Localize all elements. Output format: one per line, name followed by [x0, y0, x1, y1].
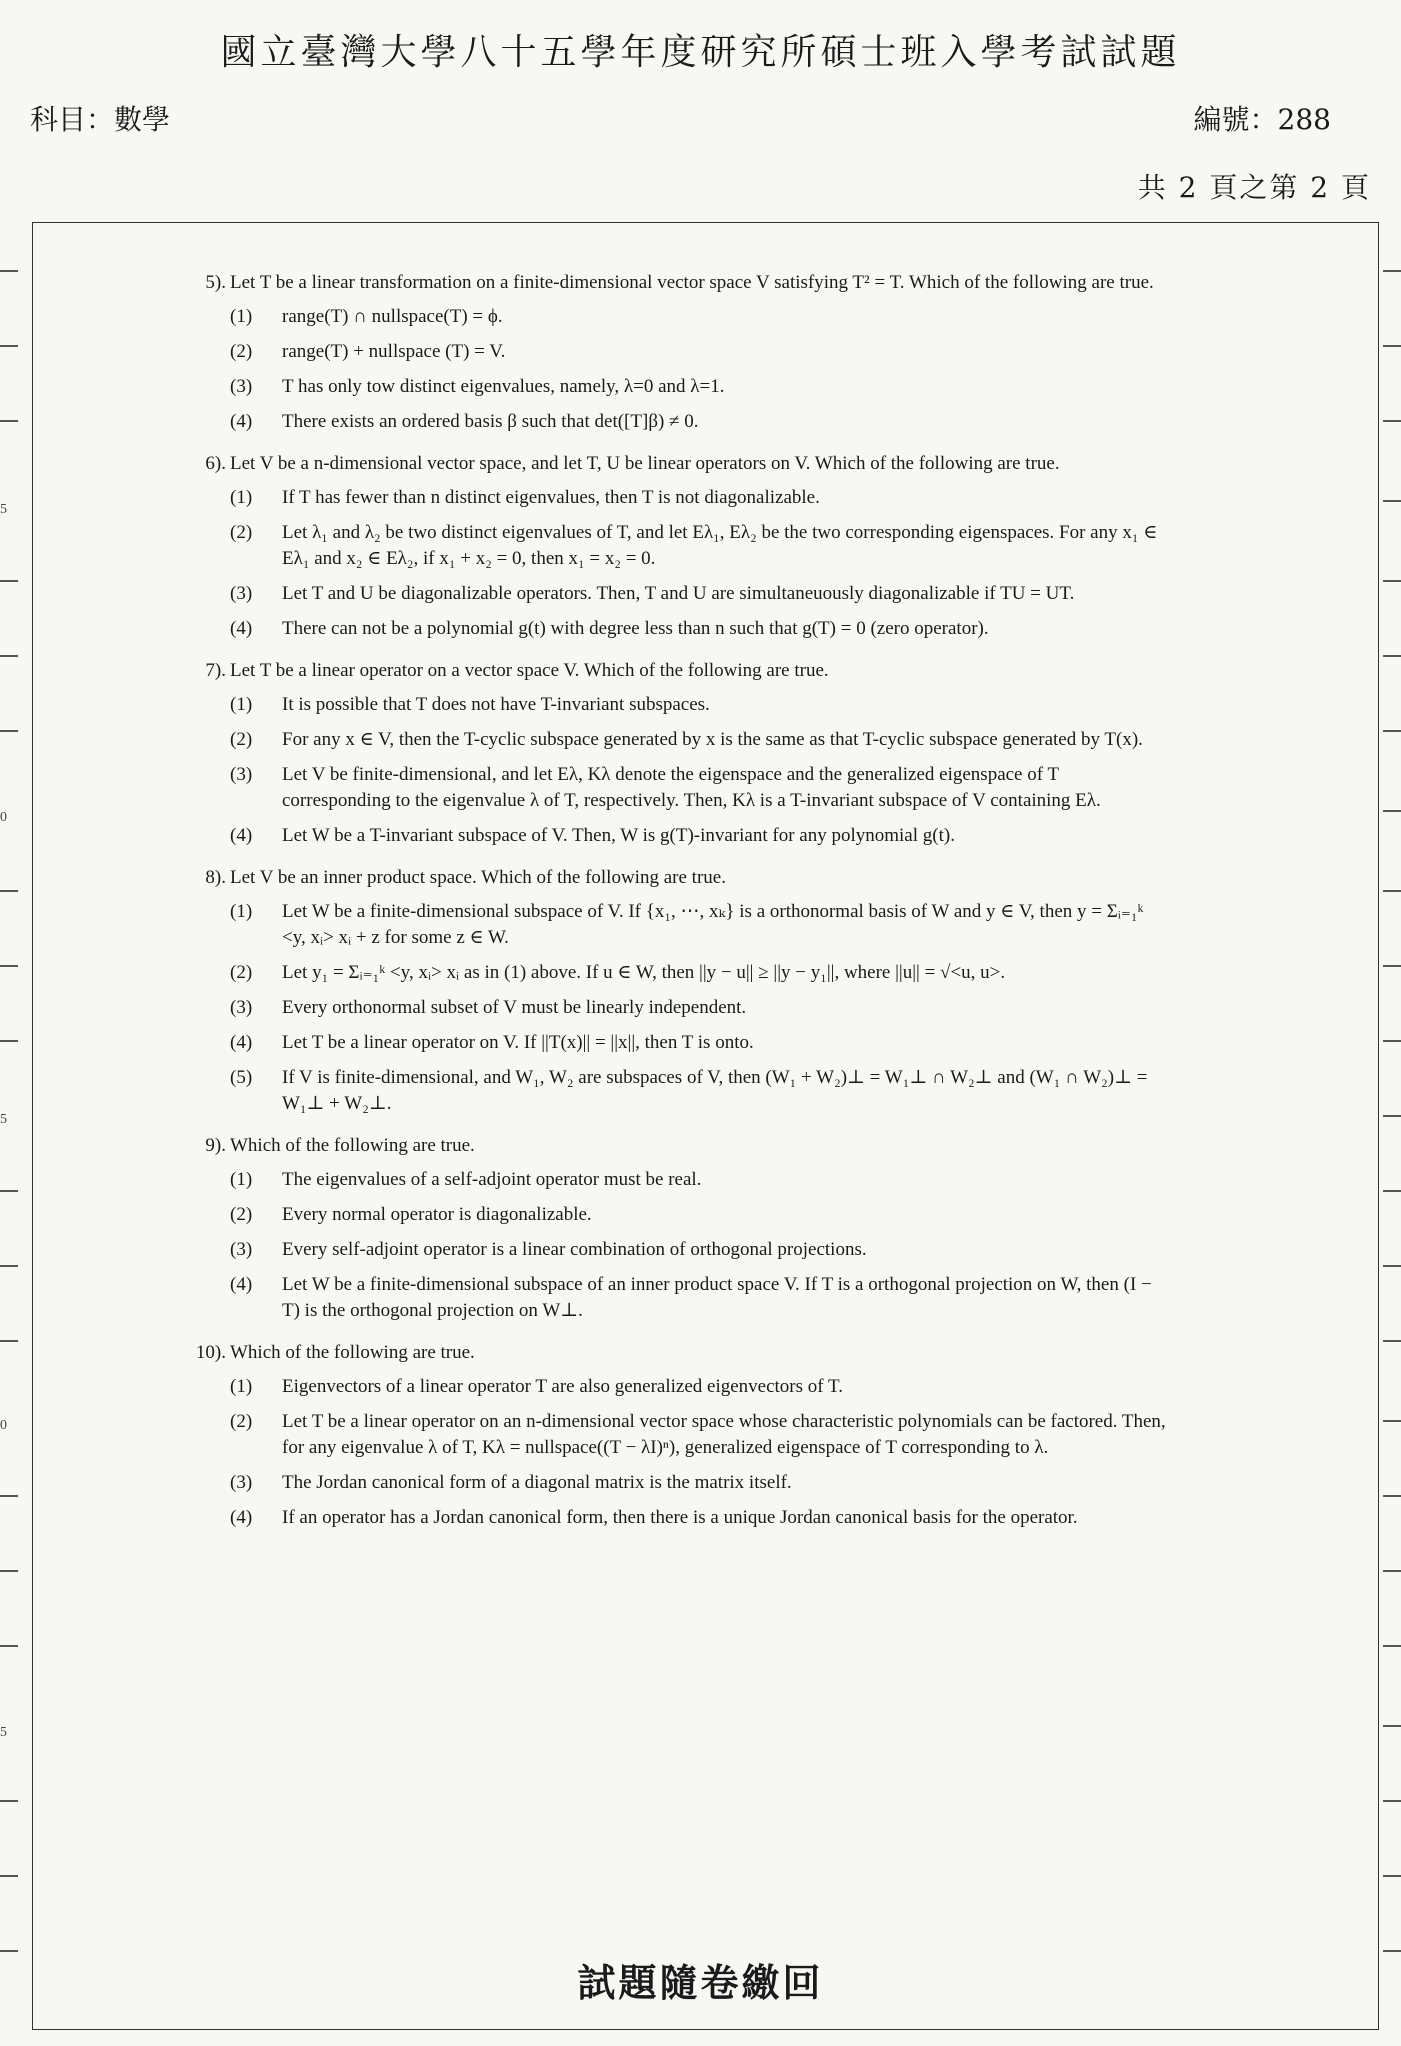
margin-tick	[1383, 655, 1401, 657]
option-text: If T has fewer than n distinct eigenvalues, then T is not diagonalizable.	[282, 487, 820, 508]
exam-code: 編號：288	[1193, 103, 1331, 136]
margin-label: 0	[0, 1418, 7, 1433]
question-6	[170, 451, 1170, 642]
option-text: There can not be a polynomial g(t) with degree less than n such that g(T) = 0 (zero operator).	[282, 618, 989, 639]
option-item	[230, 1167, 1170, 1193]
option-number: (2)	[230, 1411, 253, 1432]
option-item	[230, 727, 1170, 753]
option-item	[230, 1272, 1170, 1324]
option-number: (1)	[230, 487, 253, 508]
question-text: Let V be a n-dimensional vector space, and let T, U be linear operators on V. Which of the following are true.	[230, 453, 1060, 474]
margin-tick	[0, 1800, 18, 1802]
question-number: 5).	[205, 272, 226, 293]
option-item	[230, 409, 1170, 435]
margin-tick	[0, 420, 18, 422]
option-text: range(T) ∩ nullspace(T) = ϕ.	[282, 306, 503, 327]
margin-tick	[1383, 420, 1401, 422]
option-item	[230, 485, 1170, 511]
option-item	[230, 692, 1170, 718]
option-item	[230, 304, 1170, 330]
option-number: (2)	[230, 341, 253, 362]
margin-tick	[0, 730, 18, 732]
option-item	[230, 1202, 1170, 1228]
margin-tick	[1383, 1875, 1401, 1877]
option-text: The Jordan canonical form of a diagonal matrix is the matrix itself.	[282, 1472, 792, 1493]
margin-tick	[0, 1875, 18, 1877]
question-number: 6).	[205, 453, 226, 474]
option-number: (4)	[230, 1274, 253, 1295]
option-text: Let W be a finite-dimensional subspace of V. If {x₁, ⋯, xₖ} is a orthonormal basis of W and y ∈ V, then y = Σᵢ₌₁ᵏ <y, xᵢ> xᵢ + z for some z ∈ W.	[282, 901, 1144, 948]
option-number: (4)	[230, 411, 253, 432]
margin-tick	[1383, 1040, 1401, 1042]
option-text: T has only tow distinct eigenvalues, namely, λ=0 and λ=1.	[282, 376, 725, 397]
option-text: The eigenvalues of a self-adjoint operator must be real.	[282, 1169, 702, 1190]
margin-label: 5	[0, 1725, 7, 1740]
question-5	[170, 270, 1170, 435]
margin-tick	[0, 890, 18, 892]
page-indicator: 共 2 頁之第 2 頁	[1137, 171, 1371, 204]
option-text: Let y₁ = Σᵢ₌₁ᵏ <y, xᵢ> xᵢ as in (1) above. If u ∈ W, then ||y − u|| ≥ ||y − y₁||, where ||u|| = √<u, u>.	[282, 962, 1006, 983]
exam-title: 國立臺灣大學八十五學年度研究所碩士班入學考試試題	[220, 32, 1181, 73]
margin-label: 5	[0, 1112, 7, 1127]
option-number: (1)	[230, 1169, 253, 1190]
margin-tick	[0, 345, 18, 347]
option-item	[230, 762, 1170, 814]
margin-tick	[1383, 890, 1401, 892]
option-item	[230, 1374, 1170, 1400]
option-number: (5)	[230, 1067, 253, 1088]
margin-tick	[1383, 1645, 1401, 1647]
margin-tick	[1383, 1115, 1401, 1117]
margin-tick	[1383, 1340, 1401, 1342]
option-item	[230, 899, 1170, 951]
option-number: (4)	[230, 825, 253, 846]
option-item	[230, 823, 1170, 849]
option-text: For any x ∈ V, then the T-cyclic subspace generated by x is the same as that T-cyclic subspace generated by T(x).	[282, 729, 1143, 750]
option-text: Every orthonormal subset of V must be linearly independent.	[282, 997, 747, 1018]
option-item	[230, 339, 1170, 365]
option-text: Every self-adjoint operator is a linear combination of orthogonal projections.	[282, 1239, 867, 1260]
margin-tick	[1383, 580, 1401, 582]
option-text: Let W be a finite-dimensional subspace of an inner product space V. If T is a orthogonal projection on W, then (I − T) is the orthogonal projection on W⊥.	[282, 1274, 1152, 1321]
option-number: (3)	[230, 376, 253, 397]
margin-label: 0	[0, 810, 7, 825]
margin-tick	[0, 270, 18, 272]
option-number: (3)	[230, 997, 253, 1018]
option-item	[230, 960, 1170, 986]
option-text: If an operator has a Jordan canonical form, then there is a unique Jordan canonical basis for the operator.	[282, 1507, 1078, 1528]
margin-label: 5	[0, 502, 7, 517]
option-number: (1)	[230, 306, 253, 327]
margin-tick	[1383, 1800, 1401, 1802]
option-text: Every normal operator is diagonalizable.	[282, 1204, 592, 1225]
option-item	[230, 616, 1170, 642]
option-item	[230, 995, 1170, 1021]
option-number: (2)	[230, 1204, 253, 1225]
subject-label: 科目：數學	[30, 103, 171, 136]
option-number: (2)	[230, 962, 253, 983]
option-text: Eigenvectors of a linear operator T are also generalized eigenvectors of T.	[282, 1376, 843, 1397]
option-text: There exists an ordered basis β such that det([T]β) ≠ 0.	[282, 411, 699, 432]
question-text: Let T be a linear transformation on a finite-dimensional vector space V satisfying T² = T. Which of the following are true.	[230, 272, 1154, 293]
margin-tick	[0, 1190, 18, 1192]
option-item	[230, 1505, 1170, 1531]
option-text: Let T and U be diagonalizable operators. Then, T and U are simultaneuously diagonalizable if TU = UT.	[282, 583, 1075, 604]
margin-tick	[1383, 1265, 1401, 1267]
option-number: (3)	[230, 583, 253, 604]
option-item	[230, 581, 1170, 607]
option-number: (2)	[230, 522, 253, 543]
margin-tick	[1383, 965, 1401, 967]
option-number: (4)	[230, 1507, 253, 1528]
option-text: Let W be a T-invariant subspace of V. Then, W is g(T)-invariant for any polynomial g(t).	[282, 825, 955, 846]
margin-tick	[1383, 1570, 1401, 1572]
question-number: 9).	[205, 1135, 226, 1156]
option-item	[230, 520, 1170, 572]
question-7	[170, 658, 1170, 849]
option-number: (2)	[230, 729, 253, 750]
option-item	[230, 1030, 1170, 1056]
question-text: Let T be a linear operator on a vector space V. Which of the following are true.	[230, 660, 829, 681]
option-item	[230, 1065, 1170, 1117]
option-number: (4)	[230, 618, 253, 639]
option-item	[230, 374, 1170, 400]
margin-tick	[1383, 1420, 1401, 1422]
question-text: Which of the following are true.	[230, 1342, 475, 1363]
question-9	[170, 1133, 1170, 1324]
option-text: It is possible that T does not have T-invariant subspaces.	[282, 694, 710, 715]
option-number: (3)	[230, 1472, 253, 1493]
margin-tick	[0, 1645, 18, 1647]
option-text: Let λ₁ and λ₂ be two distinct eigenvalues of T, and let Eλ₁, Eλ₂ be the two corresponding eigenspaces. For any x₁ ∈ Eλ₁ and x₂ ∈ Eλ₂, if x₁ + x₂ = 0, then x₁ = x₂ = 0.	[282, 522, 1158, 569]
margin-tick	[0, 1340, 18, 1342]
option-text: Let V be finite-dimensional, and let Eλ, Kλ denote the eigenspace and the generalized eigenspace of T corresponding to the eigenvalue λ of T, respectively. Then, Kλ is a T-invariant subspace of V containing Eλ.	[282, 764, 1101, 811]
question-number: 7).	[205, 660, 226, 681]
question-text: Let V be an inner product space. Which of the following are true.	[230, 867, 726, 888]
margin-tick	[1383, 1190, 1401, 1192]
option-number: (1)	[230, 694, 253, 715]
option-text: Let T be a linear operator on V. If ||T(x)|| = ||x||, then T is onto.	[282, 1032, 754, 1053]
return-notice: 試題隨卷繳回	[577, 1960, 824, 2005]
option-number: (4)	[230, 1032, 253, 1053]
option-text: Let T be a linear operator on an n-dimensional vector space whose characteristic polynomials can be factored. Then, for any eigenvalue λ of T, Kλ = nullspace((T − λI)ⁿ), generalized eigenspace of T corresponding to λ.	[282, 1411, 1166, 1458]
margin-tick	[1383, 1495, 1401, 1497]
margin-tick	[0, 1495, 18, 1497]
question-list	[170, 270, 1170, 1547]
option-item	[230, 1237, 1170, 1263]
option-text: If V is finite-dimensional, and W₁, W₂ are subspaces of V, then (W₁ + W₂)⊥ = W₁⊥ ∩ W₂⊥ and (W₁ ∩ W₂)⊥ = W₁⊥ + W₂⊥.	[282, 1067, 1148, 1114]
margin-tick	[1383, 810, 1401, 812]
question-text: Which of the following are true.	[230, 1135, 475, 1156]
question-8	[170, 865, 1170, 1117]
margin-tick	[0, 580, 18, 582]
option-text: range(T) + nullspace (T) = V.	[282, 341, 506, 362]
option-item	[230, 1470, 1170, 1496]
margin-tick	[0, 1570, 18, 1572]
margin-tick	[1383, 500, 1401, 502]
margin-tick	[1383, 1725, 1401, 1727]
margin-tick	[1383, 730, 1401, 732]
option-number: (1)	[230, 901, 253, 922]
question-number: 10).	[195, 1342, 226, 1363]
margin-tick	[1383, 345, 1401, 347]
margin-tick	[0, 1265, 18, 1267]
option-number: (1)	[230, 1376, 253, 1397]
option-number: (3)	[230, 1239, 253, 1260]
question-number: 8).	[205, 867, 226, 888]
margin-tick	[0, 965, 18, 967]
option-item	[230, 1409, 1170, 1461]
question-10	[170, 1340, 1170, 1531]
margin-tick	[1383, 270, 1401, 272]
option-number: (3)	[230, 764, 253, 785]
margin-tick	[0, 655, 18, 657]
margin-tick	[0, 1040, 18, 1042]
